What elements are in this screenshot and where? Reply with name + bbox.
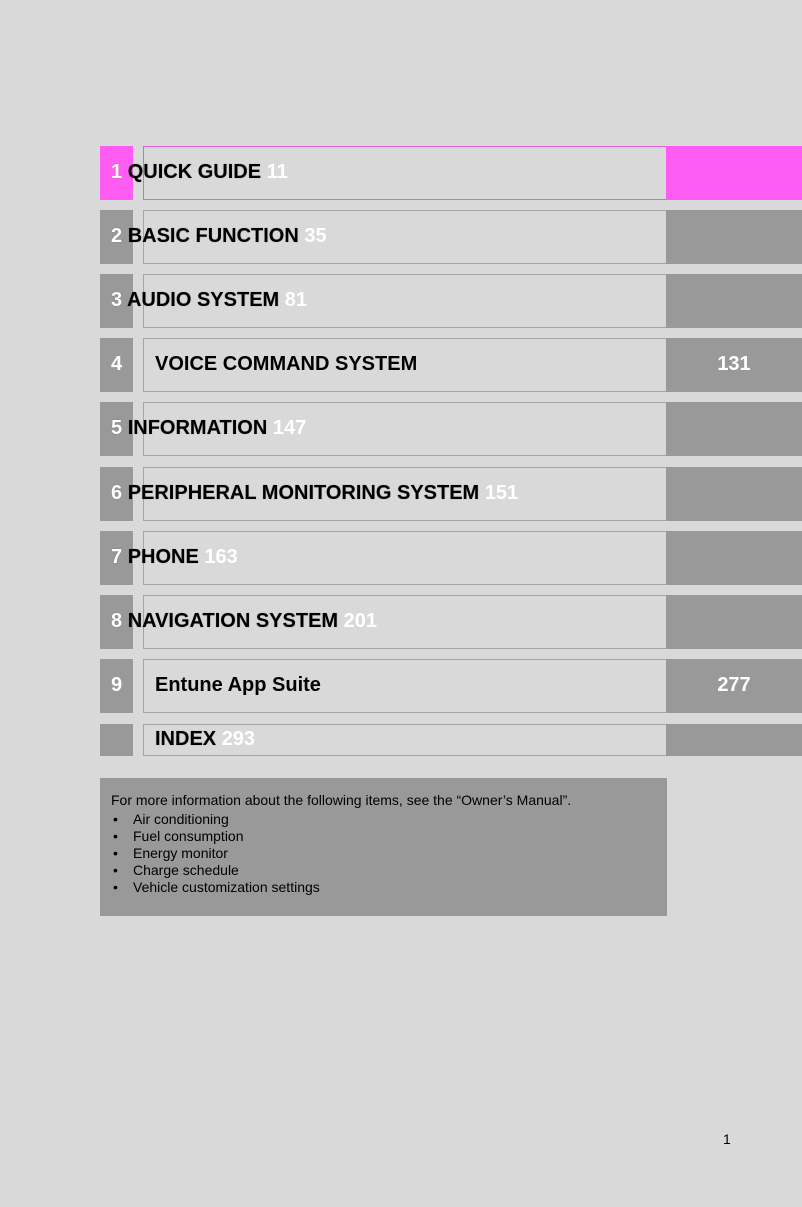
toc-entry-phone[interactable] <box>0 531 802 585</box>
section-title: INFORMATION <box>127 417 268 439</box>
list-item-text: Vehicle customization settings <box>133 879 320 895</box>
list-item-text: Air conditioning <box>133 811 229 827</box>
section-page: 163 <box>204 546 238 568</box>
section-title: Entune App Suite <box>155 674 321 696</box>
list-item-text: Energy monitor <box>133 845 228 861</box>
index-title: INDEX <box>155 728 217 750</box>
section-number-tab <box>100 724 133 756</box>
section-number: 7 <box>111 546 123 568</box>
entry-label <box>111 159 288 185</box>
side-index-tab[interactable] <box>666 402 802 456</box>
section-number: 6 <box>111 482 123 504</box>
section-page: 131 <box>717 353 751 375</box>
section-title: PHONE <box>127 546 199 568</box>
side-index-tab[interactable] <box>666 595 802 649</box>
toc-entry-voice-command-system[interactable] <box>0 338 802 392</box>
section-title: BASIC FUNCTION <box>127 225 299 247</box>
section-page: 147 <box>272 417 307 439</box>
section-page: 11 <box>266 161 288 183</box>
toc-entry-quick-guide[interactable] <box>0 146 802 200</box>
bullet-icon: • <box>113 811 118 827</box>
section-page: 81 <box>284 289 308 311</box>
section-page: 201 <box>343 610 378 632</box>
note-intro: For more information about the following items, see the “Owner’s Manual”. <box>111 792 572 808</box>
section-page: 35 <box>304 225 327 247</box>
side-index-tab[interactable] <box>666 467 802 521</box>
list-item-text: Charge schedule <box>133 862 239 878</box>
toc-entry-index[interactable] <box>0 724 802 756</box>
bullet-icon: • <box>113 845 118 861</box>
toc-entry-audio-system[interactable] <box>0 274 802 328</box>
entry-label <box>155 726 255 752</box>
owners-manual-note <box>100 778 667 916</box>
section-title: VOICE COMMAND SYSTEM <box>155 353 418 375</box>
section-number: 3 <box>111 289 123 311</box>
list-item <box>111 862 656 879</box>
bullet-icon: • <box>113 879 118 895</box>
toc-entry-information[interactable] <box>0 402 802 456</box>
side-index-tab[interactable] <box>666 210 802 264</box>
side-index-tab[interactable] <box>666 531 802 585</box>
toc-entry-entune-app-suite[interactable] <box>0 659 802 713</box>
section-page: 277 <box>717 674 751 696</box>
list-item <box>111 879 656 896</box>
section-number: 1 <box>111 161 123 183</box>
bullet-icon: • <box>113 828 118 844</box>
section-number: 4 <box>111 353 123 375</box>
entry-label <box>111 608 377 634</box>
section-title: NAVIGATION SYSTEM <box>127 610 339 632</box>
list-item-text: Fuel consumption <box>133 828 244 844</box>
entry-label <box>111 223 327 249</box>
side-index-tab[interactable] <box>666 274 802 328</box>
section-number: 5 <box>111 417 123 439</box>
toc-entry-basic-function[interactable] <box>0 210 802 264</box>
list-item <box>111 828 656 845</box>
toc-entry-navigation-system[interactable] <box>0 595 802 649</box>
index-page: 293 <box>221 728 256 750</box>
section-page: 151 <box>484 482 519 504</box>
list-item <box>111 811 656 828</box>
side-index-tab[interactable] <box>666 724 802 756</box>
section-title: PERIPHERAL MONITORING SYSTEM <box>127 482 480 504</box>
page-number: 1 <box>723 1131 731 1147</box>
entry-label <box>111 287 307 313</box>
toc-entry-peripheral-monitoring-system[interactable] <box>0 467 802 521</box>
section-number: 8 <box>111 610 123 632</box>
bullet-icon: • <box>113 862 118 878</box>
list-item <box>111 845 656 862</box>
side-index-tab[interactable] <box>666 146 802 200</box>
section-number: 9 <box>111 674 123 696</box>
section-number: 2 <box>111 225 123 247</box>
note-list <box>111 811 656 896</box>
entry-label <box>111 480 518 506</box>
section-title: QUICK GUIDE <box>127 161 262 183</box>
entry-label <box>111 415 306 441</box>
section-title: AUDIO SYSTEM <box>126 289 280 311</box>
entry-label <box>111 544 238 570</box>
